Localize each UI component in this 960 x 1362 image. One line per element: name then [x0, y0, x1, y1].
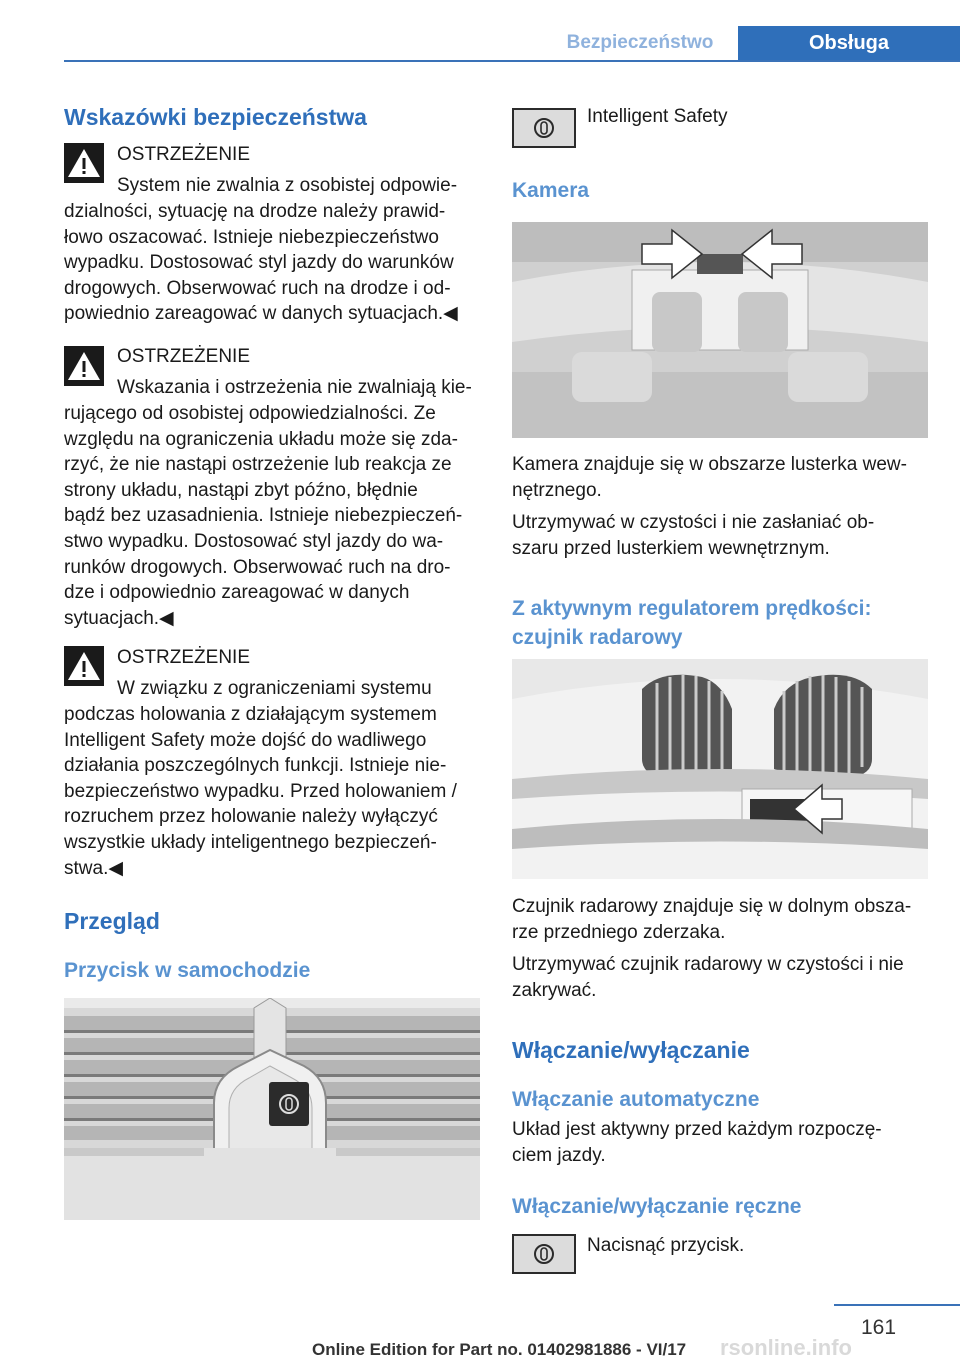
manual-on-off-title: Włączanie/wyłączanie ręczne — [512, 1195, 802, 1218]
warning-text-first-line: System nie zwalnia z osobistej odpowie‐ — [117, 175, 458, 196]
radar-text-2: Utrzymywać czujnik radarowy w czystości i nie zakrywać. — [512, 954, 904, 1001]
radar-sensor-photo — [512, 659, 928, 879]
radar-title: Z aktywnym regulatorem prędkości: czujnik radarowy — [512, 597, 872, 649]
header-rule — [64, 60, 960, 62]
camera-text-2: Utrzymywać w czystości i nie zasłaniać ob‐ szaru przed lusterkiem wewnętrznym. — [512, 512, 875, 559]
camera-title: Kamera — [512, 179, 590, 202]
warning-triangle-icon — [64, 143, 104, 183]
camera-text-1: Kamera znajduje się w obszarze lusterka wew‐ nętrznego. — [512, 454, 907, 501]
button-in-car-subtitle: Przycisk w samochodzie — [64, 959, 311, 982]
footer-rule — [834, 1304, 960, 1306]
section-title-safety: Wskazówki bezpieczeństwa — [64, 104, 367, 130]
warning-label: OSTRZEŻENIE — [117, 346, 251, 367]
tab-bezpieczenstwo[interactable]: Bezpieczeństwo — [566, 32, 714, 53]
page-number: 161 — [861, 1316, 897, 1339]
warning-triangle-icon — [64, 346, 104, 386]
warning-text-first-line: W związku z ograniczeniami systemu — [117, 678, 432, 699]
button-caption: Intelligent Safety — [587, 106, 728, 127]
camera-photo — [512, 222, 928, 438]
on-off-title: Włączanie/wyłączanie — [512, 1037, 750, 1063]
warning-label: OSTRZEŻENIE — [117, 144, 251, 165]
radar-text-1: Czujnik radarowy znajduje się w dolnym obsza‐ rze przedniego zderzaka. — [512, 896, 912, 943]
warning-triangle-icon — [64, 646, 104, 686]
overview-title: Przegląd — [64, 908, 160, 934]
warning-text: rującego od osobistej odpowiedzialności. Ze względu na ograniczenia układu może się zda‐ rzyć, że nie nastąpi ostrzeżenie lub reakcja ze strony układu, nastąpi zbyt późno, błędnie bądź bez uzasadnienia. Istnieje niebezpieczeń‐ stwo wypadku. Dostosować styl jazdy do wa‐ runków drogowych. Obserwować ruch na dro‐ dze i odpowiednio zareagować w danych sytuacjach.◀ — [64, 403, 463, 629]
warning-text-first-line: Wskazania i ostrzeżenia nie zwalniają kie‐ — [117, 377, 472, 398]
button-in-car-photo — [64, 998, 480, 1220]
intelligent-safety-button-icon — [512, 1234, 576, 1274]
auto-on-text: Układ jest aktywny przed każdym rozpoczę‐ ciem jazdy. — [512, 1119, 882, 1166]
tab-obsluga[interactable]: Obsługa — [738, 26, 960, 62]
manual-on-off-text: Nacisnąć przycisk. — [587, 1235, 745, 1256]
warning-text: dzialności, sytuację na drodze należy prawid‐ łowo oszacować. Istnieje niebezpieczeństwo wypadku. Dostosować styl jazdy do warunków drogowych. Obserwować ruch na drodze i od‐ powiednio zareagować w danych sytuacjach.◀ — [64, 201, 458, 325]
watermark: rsonline.info — [720, 1335, 852, 1360]
warning-text: podczas holowania z działającym systemem Intelligent Safety może dojść do wadliwego działania poszczególnych funkcji. Istnieje nie‐ bezpieczeństwo wypadku. Przed holowaniem / rozruchem przez holowanie należy wyłączyć wszystkie układy inteligentnego bezpieczeń‐ stwa.◀ — [64, 704, 457, 879]
warning-label: OSTRZEŻENIE — [117, 647, 251, 668]
intelligent-safety-button-icon — [512, 108, 576, 148]
edition-footer: Online Edition for Part no. 01402981886 - VI/17 — [312, 1340, 687, 1359]
auto-on-title: Włączanie automatyczne — [512, 1088, 760, 1111]
